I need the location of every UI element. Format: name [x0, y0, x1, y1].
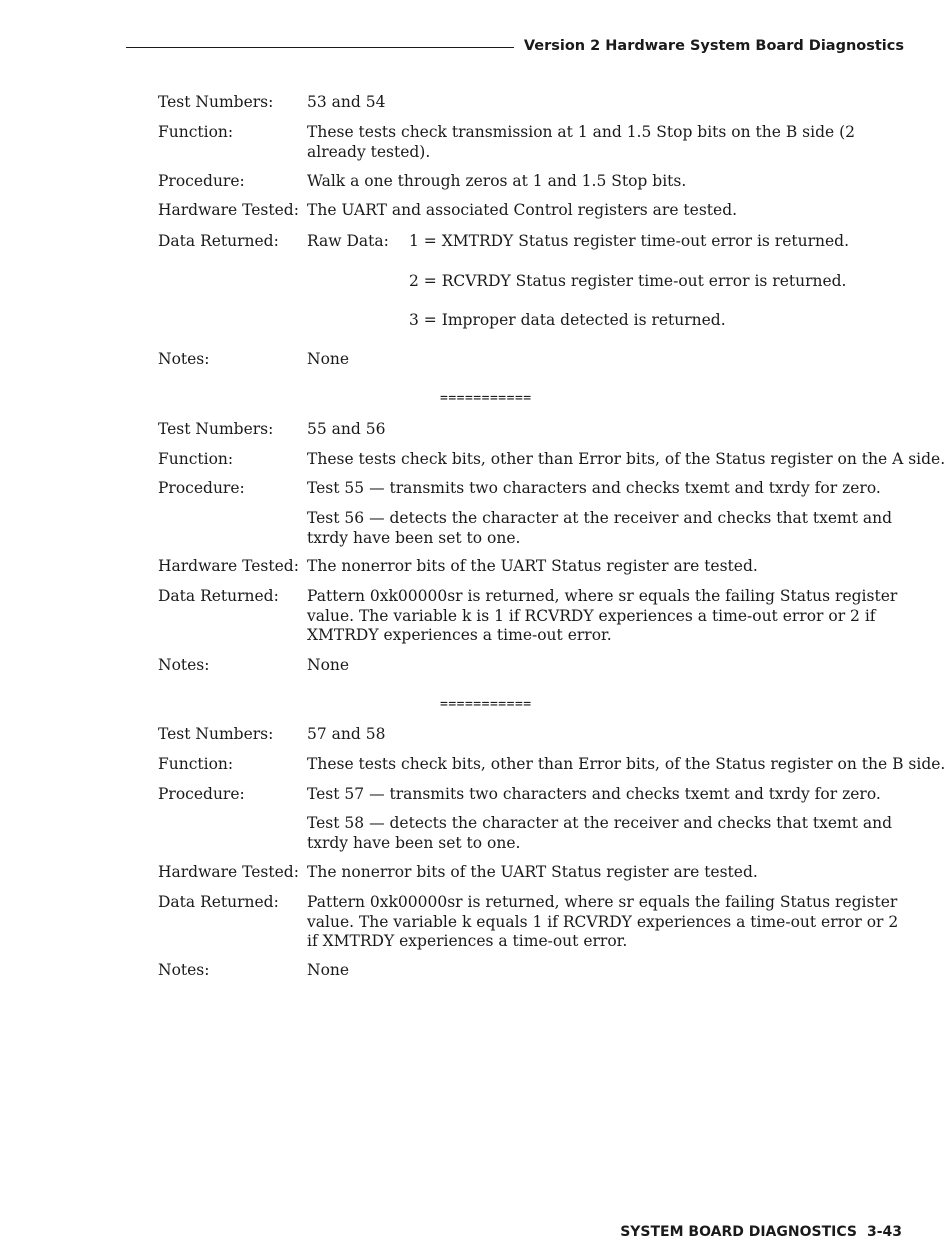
data-returned-label: Data Returned:: [158, 587, 279, 605]
notes-value: None: [307, 656, 350, 674]
test-numbers-label: Test Numbers:: [158, 93, 274, 111]
function-value: These tests check bits, other than Error bits, of the Status register on the B side.: [307, 755, 946, 773]
test-numbers-value: 53 and 54: [307, 93, 386, 111]
notes-value: None: [307, 961, 350, 979]
raw-data-item: 2 = RCVRDY Status register time-out error is returned.: [409, 272, 847, 290]
hardware-tested-value: The UART and associated Control registers are tested.: [307, 201, 738, 219]
function-value: These tests check transmission at 1 and 1.5 Stop bits on the B side (2 already tested).: [307, 123, 855, 161]
notes-label: Notes:: [158, 961, 210, 979]
function-label: Function:: [158, 123, 234, 141]
data-returned-value: Pattern 0xk00000sr is returned, where sr equals the failing Status register value. The variable k equals 1 if RCVRDY experiences a time-out error or 2 if XMTRDY experiences a time-out error.: [307, 893, 899, 950]
procedure-label: Procedure:: [158, 479, 245, 497]
test-numbers-label: Test Numbers:: [158, 725, 274, 743]
section-separator: ===========: [440, 697, 532, 712]
function-label: Function:: [158, 755, 234, 773]
header-rule: [126, 47, 514, 48]
data-returned-label: Data Returned:: [158, 232, 279, 250]
hardware-tested-label: Hardware Tested:: [158, 201, 299, 219]
hardware-tested-label: Hardware Tested:: [158, 557, 299, 575]
function-label: Function:: [158, 450, 234, 468]
hardware-tested-value: The nonerror bits of the UART Status register are tested.: [307, 557, 758, 575]
procedure-value: Test 55 — transmits two characters and checks txemt and txrdy for zero.: [307, 479, 881, 497]
raw-data-item: 1 = XMTRDY Status register time-out error is returned.: [409, 232, 850, 250]
test-numbers-value: 55 and 56: [307, 420, 386, 438]
procedure-label: Procedure:: [158, 172, 245, 190]
procedure-value: Walk a one through zeros at 1 and 1.5 Stop bits.: [307, 172, 687, 190]
section-separator: ===========: [440, 391, 532, 406]
procedure-value: Test 56 — detects the character at the receiver and checks that txemt and txrdy have been set to one.: [307, 509, 893, 547]
procedure-value: Test 58 — detects the character at the receiver and checks that txemt and txrdy have been set to one.: [307, 814, 893, 852]
hardware-tested-label: Hardware Tested:: [158, 863, 299, 881]
hardware-tested-value: The nonerror bits of the UART Status register are tested.: [307, 863, 758, 881]
raw-data-label: Raw Data:: [307, 232, 389, 250]
test-numbers-label: Test Numbers:: [158, 420, 274, 438]
page-number: 3-43: [866, 1224, 902, 1240]
page-footer: [620, 1224, 902, 1240]
footer-section-title: SYSTEM BOARD DIAGNOSTICS: [620, 1224, 857, 1240]
test-numbers-value: 57 and 58: [307, 725, 386, 743]
data-returned-label: Data Returned:: [158, 893, 279, 911]
notes-label: Notes:: [158, 656, 210, 674]
function-value: These tests check bits, other than Error bits, of the Status register on the A side.: [307, 450, 946, 468]
page-header: [126, 38, 904, 60]
header-title: Version 2 Hardware System Board Diagnostics: [523, 38, 904, 54]
notes-value: None: [307, 350, 350, 368]
data-returned-value: Pattern 0xk00000sr is returned, where sr equals the failing Status register value. The variable k is 1 if RCVRDY experiences a time-out error or 2 if XMTRDY experiences a time-out error.: [307, 587, 898, 644]
raw-data-item: 3 = Improper data detected is returned.: [409, 311, 726, 329]
procedure-label: Procedure:: [158, 785, 245, 803]
procedure-value: Test 57 — transmits two characters and checks txemt and txrdy for zero.: [307, 785, 881, 803]
notes-label: Notes:: [158, 350, 210, 368]
